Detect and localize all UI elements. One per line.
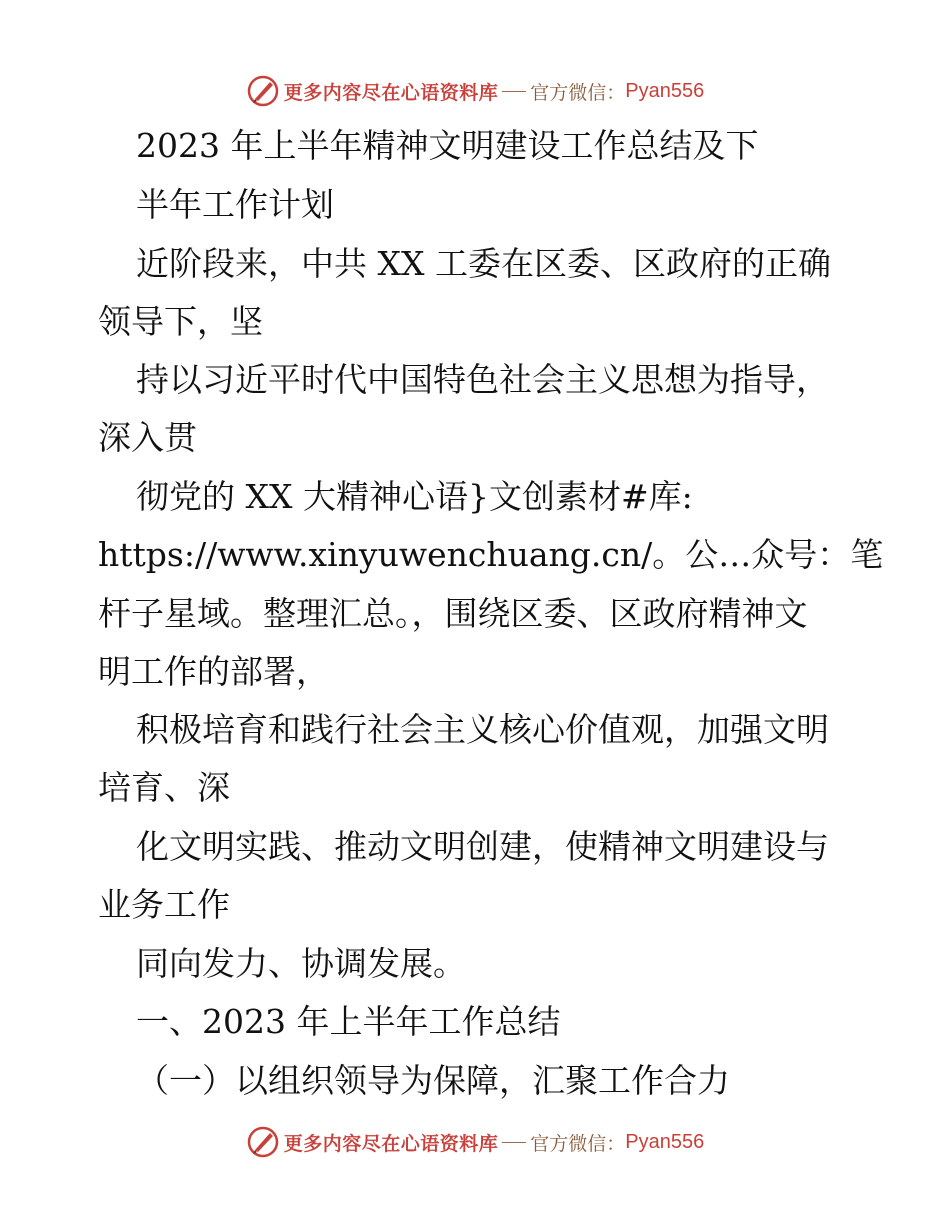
banner-wechat-label: 官方微信： [530,1132,626,1155]
banner-brand-text: 更多内容尽在心语资料库 [283,1132,499,1155]
text-line: 近阶段来，中共 XX 工委在区委、区政府的正确 [136,244,831,283]
text-line: 同向发力、协调发展。 [136,944,466,983]
section-heading: 一、2023 年上半年工作总结 [136,1002,561,1041]
url-line: https://www.xinyuwenchuang.cn/。公…众号：笔 [98,535,884,574]
text-line: 彻党的 XX 大精神心语}文创素材#库: [136,477,693,516]
text-line: 业务工作 [98,885,230,924]
banner-brand-text: 更多内容尽在心语资料库 [283,81,499,104]
text-line: 深入贯 [98,418,197,457]
text-line: 化文明实践、推动文明创建，使精神文明建设与 [136,827,829,866]
text-line: 持以习近平时代中国特色社会主义思想为指导， [136,360,829,399]
subsection-heading: （一）以组织领导为保障，汇聚工作合力 [136,1061,730,1100]
banner-wechat-id: Pyan556 [625,1130,705,1153]
text-line: 领导下，坚 [98,302,263,341]
quill-pen-logo-icon [246,1125,280,1159]
text-line: 杆子星域。整理汇总。，围绕区委、区政府精神文 [98,594,808,633]
text-line: 培育、深 [98,768,230,807]
title-line-2: 半年工作计划 [136,185,334,224]
banner-wechat-label: 官方微信： [530,81,626,104]
text-line: 明工作的部署， [98,652,329,691]
banner-wechat-id: Pyan556 [625,79,705,102]
title-line-1: 2023 年上半年精神文明建设工作总结及下 [136,126,759,165]
text-line: 积极培育和践行社会主义核心价值观，加强文明 [136,710,829,749]
banner-dash [502,1142,526,1143]
footer-banner [0,1122,950,1162]
